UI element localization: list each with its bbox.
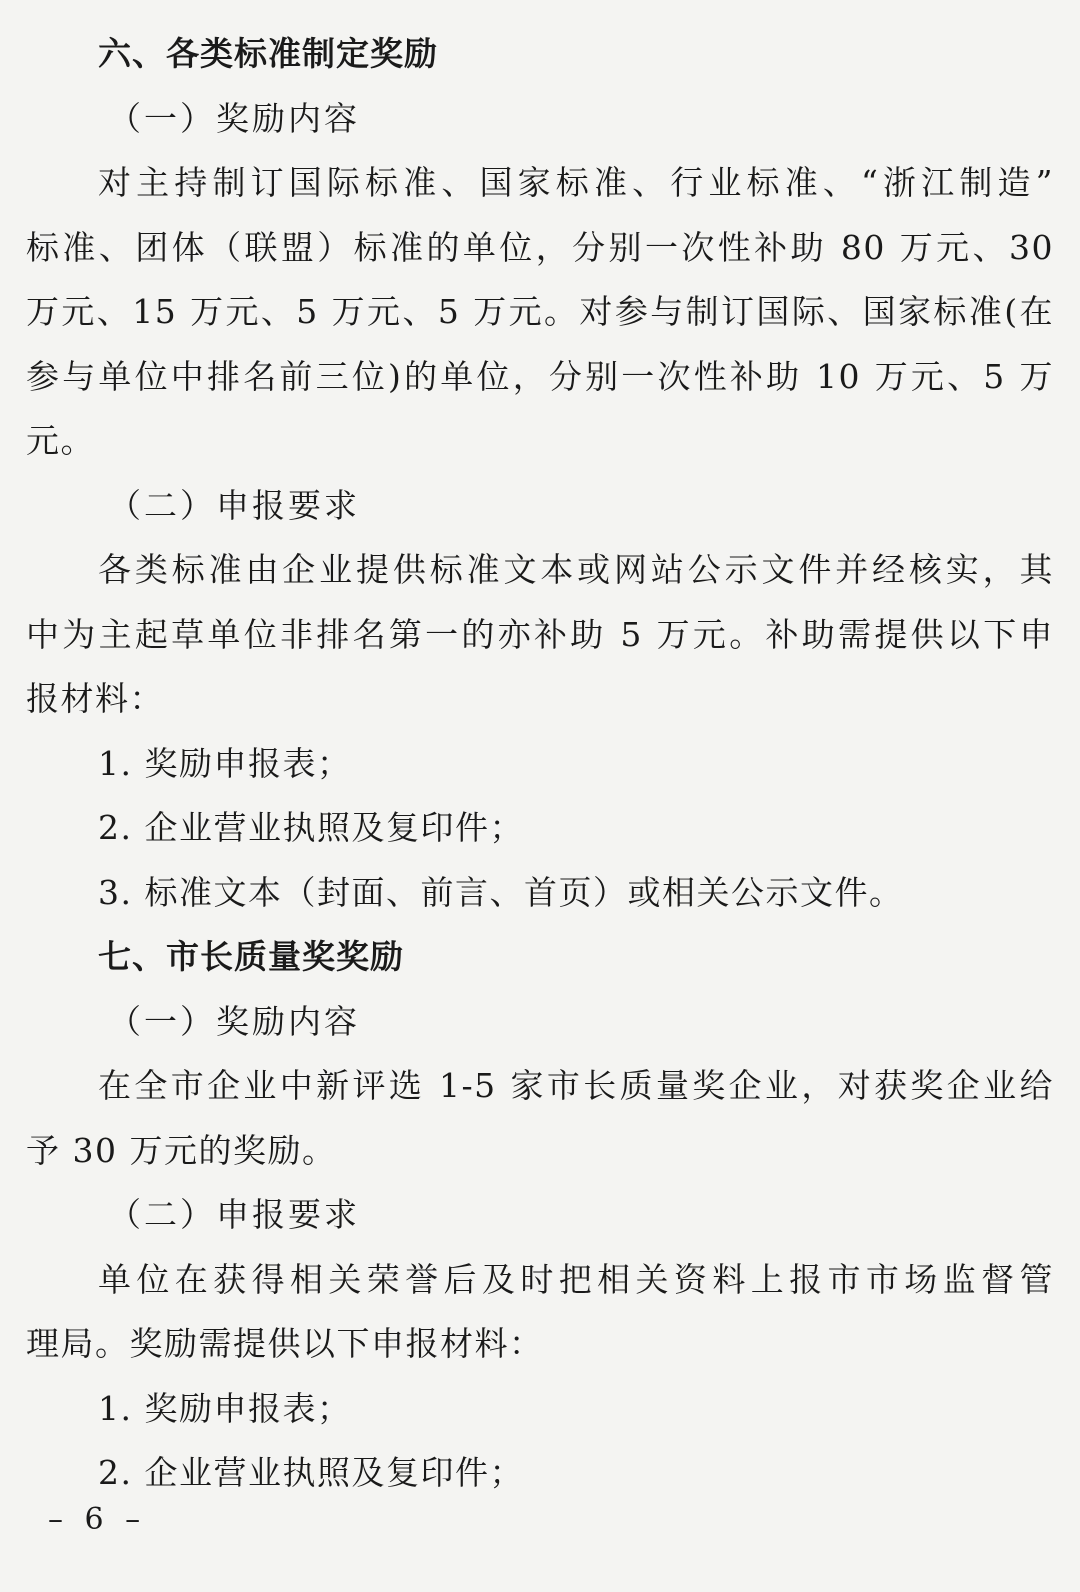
list-item: 3. 标准文本（封面、前言、首页）或相关公示文件。 (98, 872, 904, 912)
section-heading: 六、各类标准制定奖励 (98, 34, 438, 73)
list-item: 1. 奖励申报表； (98, 743, 352, 783)
paragraph-line: 标准、团体（联盟）标准的单位，分别一次性补助 80 万元、30 (26, 227, 1054, 267)
subsection-heading: （一）奖励内容 (108, 98, 360, 138)
list-item: 1. 奖励申报表； (98, 1388, 352, 1428)
subsection-heading: （二）申报要求 (108, 485, 360, 525)
paragraph-line: 单位在获得相关荣誉后及时把相关资料上报市市场监督管 (98, 1259, 1054, 1299)
paragraph-line: 万元、15 万元、5 万元、5 万元。对参与制订国际、国家标准(在 (26, 292, 1054, 331)
paragraph-line: 报材料： (26, 679, 164, 718)
paragraph-line: 参与单位中排名前三位)的单位，分别一次性补助 10 万元、5 万 (26, 356, 1054, 396)
paragraph-line: 元。 (26, 421, 95, 460)
paragraph-line: 对主持制订国际标准、国家标准、行业标准、“浙江制造” (98, 163, 1054, 202)
subsection-heading: （一）奖励内容 (108, 1001, 360, 1041)
paragraph-line: 各类标准由企业提供标准文本或网站公示文件并经核实，其 (98, 550, 1054, 589)
section-heading: 七、市长质量奖奖励 (98, 937, 404, 976)
list-item: 2. 企业营业执照及复印件； (98, 1453, 524, 1492)
list-item: 2. 企业营业执照及复印件； (98, 808, 524, 847)
paragraph-line: 中为主起草单位非排名第一的亦补助 5 万元。补助需提供以下申 (26, 614, 1054, 654)
subsection-heading: （二）申报要求 (108, 1195, 360, 1234)
page-number: – 6 – (48, 1502, 147, 1537)
paragraph-line: 理局。奖励需提供以下申报材料： (26, 1324, 544, 1363)
paragraph-line: 在全市企业中新评选 1-5 家市长质量奖企业，对获奖企业给 (98, 1066, 1054, 1105)
paragraph-line: 予 30 万元的奖励。 (26, 1130, 337, 1170)
